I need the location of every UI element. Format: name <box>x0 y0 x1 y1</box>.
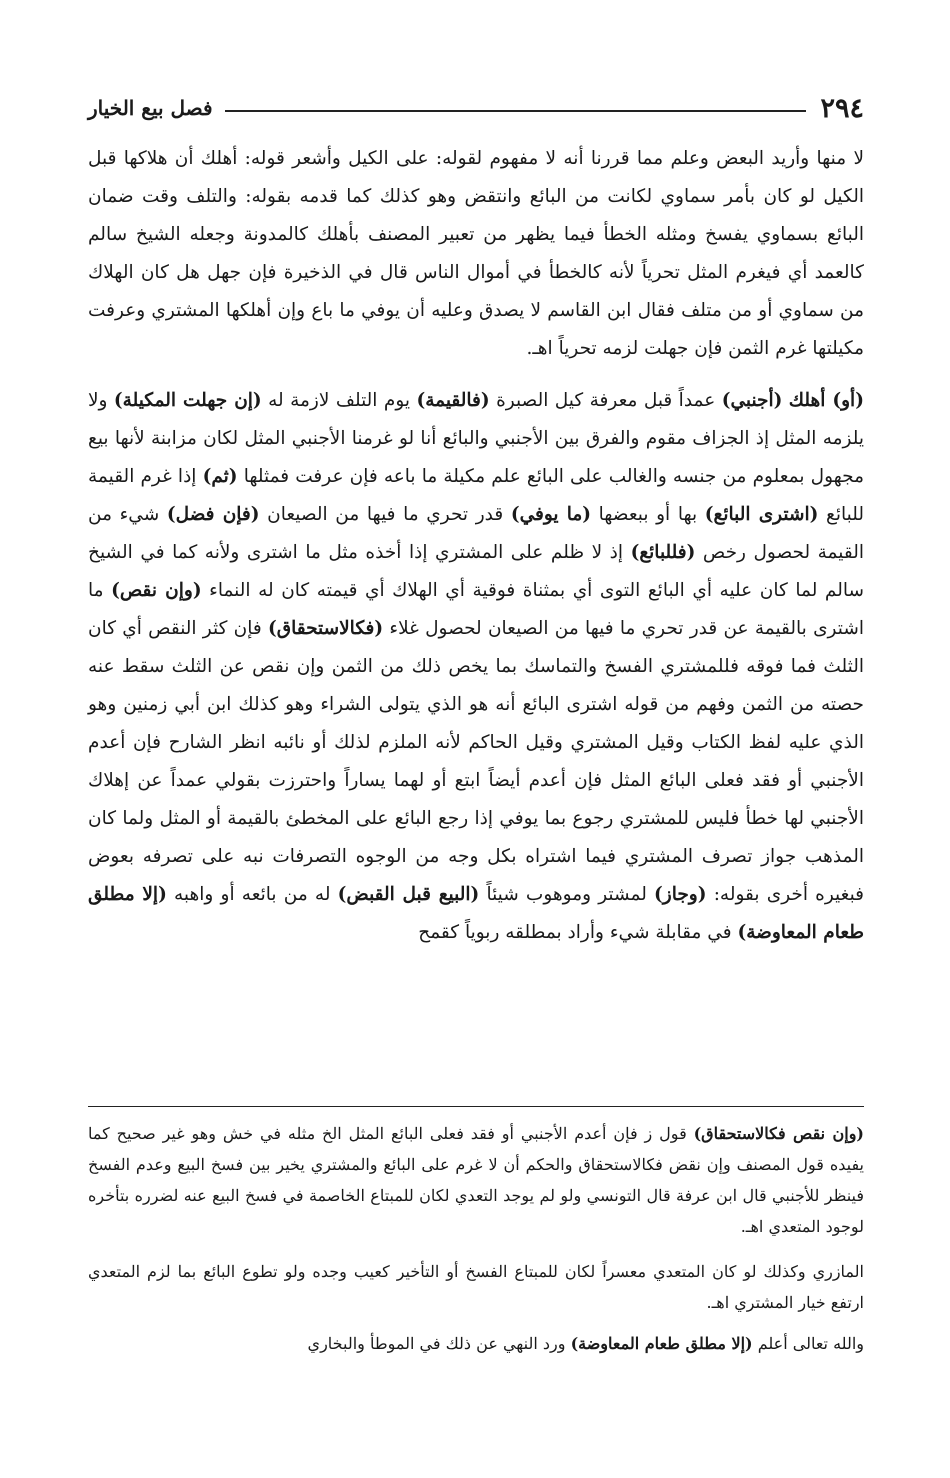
commentary-text: إذ لا ظلم على المشتري إذا أخذه مثل ما اشترى ولأنه كما في الشيخ سالم لما كان عليه أي البائع التوى أي بمثناة فوقية أي الهلاك أي قيمته كان له النماء <box>88 542 864 601</box>
matn-term: (ما يوفي) <box>510 504 592 525</box>
footnote-3 <box>88 1328 864 1359</box>
footnotes <box>88 1118 864 1369</box>
page-number: ٢٩٤ <box>820 92 864 124</box>
running-title: فصل بيع الخيار <box>88 96 213 120</box>
matn-term: (فكالاستحقاق) <box>268 618 384 639</box>
page-header <box>88 88 864 128</box>
footnote-separator <box>88 1106 864 1107</box>
main-paragraph-2 <box>88 382 864 952</box>
matn-term: (البيع قبل القبض) <box>337 884 480 905</box>
matn-term: (اشترى البائع) <box>704 504 819 525</box>
note-text: قول ز فإن أعدم الأجنبي أو فقد فعلى البائع المثل الخ مثله في خش وهو غير صحيح كما يفيده قول المصنف وإن نقض فكالاستحقاق والحكم أن لا غرم على البائع والمشتري يخير بين فسخ البيع وعدم الفسخ فينظر للأجنبي قال ابن عرفة قال التونسي ولو لم يوجد التعدي لكان للمبتاع الخاصمة في فسخ البيع عنه لضرره بتأخره لوجود المتعدي اهـ. <box>88 1124 865 1236</box>
matn-term: (وجاز) <box>654 884 707 905</box>
commentary-text: قدر تحري ما فيها من الصيعان <box>267 504 504 525</box>
note-text: والله تعالى أعلم <box>757 1334 864 1353</box>
commentary-text: عمداً قبل معرفة كيل الصبرة <box>496 390 716 411</box>
note-text: ورد النهي عن ذلك في الموطأ والبخاري <box>307 1334 566 1353</box>
matn-term: (أو) أهلك <box>788 390 864 411</box>
commentary-text: بها أو ببعضها <box>598 504 698 525</box>
commentary-text: فإن كثر النقص أي كان الثلث فما فوقه فللمشتري الفسخ والتماسك بما يخص ذلك من الثمن وإن نقص عن الثلث سقط عنه حصته من الثمن وفهم من قوله اشترى البائع أنه هو الذي يتولى الشراء وهو كذلك ابن أبي زمنين وهو الذي عليه لفظ الكتاب وقيل المشتري وقيل الحاكم لأنه الملزم لذلك أو نائبه انظر الشارح فإن أعدم الأجنبي أو فقد فعلى البائع المثل فإن أعدم أيضاً ابتع أو لهما يساراً واحترزت بقولي عمداً عن إهلاك الأجنبي لها خطأ فليس للمشتري رجوع بما يوفي إذا رجع البائع على المخطئ بالقيمة أو المثل ولما كان المذهب جواز تصرف المشتري فيما اشتراه بكل وجه من الوجوه التصرفات نبه على تصرفه بعوض فبغيره أخرى بقوله: <box>88 618 864 905</box>
commentary-text: ولا يلزمه المثل إذ الجزاف مقوم والفرق بين الأجنبي والبائع أنا لو غرمنا الأجنبي المثل لكان مزابنة لأنها بيع مجهول بمعلوم من جنسه والغالب على البائع علم مكيلة ما باعه فإن عرفت فمثلها <box>88 390 864 487</box>
note-heading: (وإن نقص فكالاستحقاق) <box>693 1124 864 1143</box>
commentary-text: لمشتر وموهوب شيئاً <box>486 884 647 905</box>
matn-term: (أجنبي) <box>721 390 783 411</box>
commentary-text: شيء من القيمة لحصول رخص <box>88 504 864 563</box>
commentary-text: يوم التلف لازمة له <box>268 390 411 411</box>
footnote-1 <box>88 1118 864 1242</box>
matn-term: (إلا مطلق طعام المعاوضة) <box>88 884 864 943</box>
footnote-2: المازري وكذلك لو كان المتعدي معسراً لكان للمبتاع الفسخ أو التأخير كعيب وجده ولو تطوع البائع بما لزم المتعدي ارتفع خيار المشتري اهـ. <box>88 1262 864 1312</box>
matn-term: (وإن نقص) <box>111 580 202 601</box>
commentary-text: في مقابلة شيء وأراد بمطلقه ربوياً كقمح <box>418 922 732 943</box>
matn-term: (فإن فضل) <box>166 504 260 525</box>
commentary-text: إذا غرم القيمة للبائع <box>88 466 864 525</box>
main-text <box>88 140 864 966</box>
header-rule <box>225 110 807 112</box>
matn-term: (ثم) <box>202 466 238 487</box>
commentary-text: ما اشترى بالقيمة عن قدر تحري ما فيها من الصيعان لحصول غلاء <box>88 580 864 639</box>
note-heading: (إلا مطلق طعام المعاوضة) <box>570 1334 753 1353</box>
commentary-text: له من بائعه أو واهبه <box>174 884 331 905</box>
matn-term: (إن جهلت المكيلة) <box>113 390 262 411</box>
matn-term: (فللبائع) <box>630 542 696 563</box>
main-paragraph-1: لا منها وأريد البعض وعلم مما قررنا أنه لا مفهوم لقوله: على الكيل وأشعر قوله: أهلك أن هلاكها قبل الكيل لو كان بأمر سماوي لكانت من البائع وانتقض وهو كذلك كما قدمه بقوله: والتلف وقت ضمان البائع بسماوي يفسخ ومثله الخطأ فيما يظهر من تعبير المصنف بأهلك كالمدونة وجعله الشيخ سالم كالعمد أي فيغرم المثل تحرياً لأنه كالخطأ في أموال الناس قال في الذخيرة فإن جهل هل كان الهلاك من سماوي أو من متلف فقال ابن القاسم لا يصدق وعليه أن يوفي ما باع وإن أهلكها المشتري وعرفت مكيلتها غرم الثمن فإن جهلت لزمه تحرياً اهـ. <box>88 148 864 359</box>
matn-term: (فالقيمة) <box>416 390 490 411</box>
